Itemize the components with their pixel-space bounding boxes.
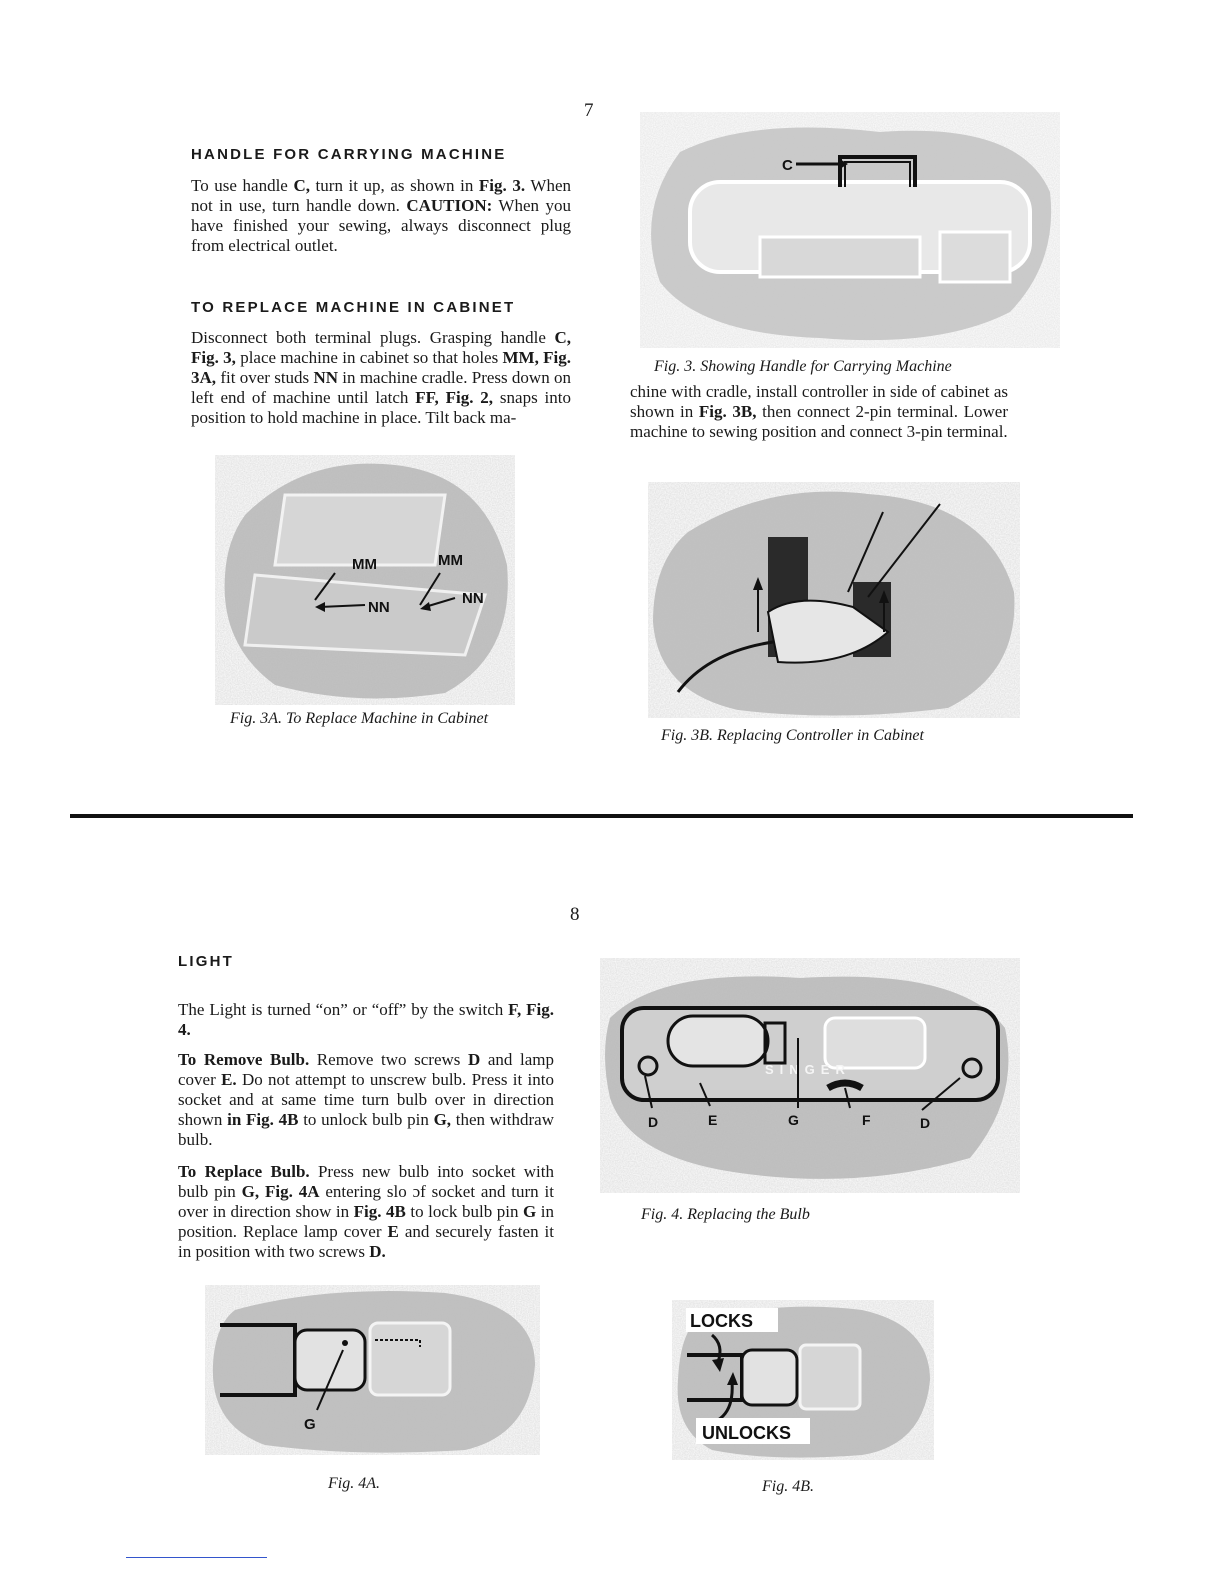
light-paragraph: The Light is turned “on” or “off” by the switch F, Fig. 4. xyxy=(178,1000,554,1039)
fig3-label-c: C xyxy=(782,157,793,174)
fig4-illustration xyxy=(600,958,1020,1193)
fig4-label-f: F xyxy=(862,1112,871,1128)
footer-link-underline xyxy=(126,1557,267,1558)
page-number-7: 7 xyxy=(584,100,594,121)
fig4-caption: Fig. 4. Replacing the Bulb xyxy=(641,1206,810,1223)
page-number-8: 8 xyxy=(570,904,580,925)
fig3a-label-mm-left: MM xyxy=(352,556,377,573)
fig4b-label-unlocks: UNLOCKS xyxy=(702,1423,791,1443)
fig4-label-d-right: D xyxy=(920,1115,931,1131)
fig4b-label-locks: LOCKS xyxy=(690,1311,753,1331)
fig4-label-g: G xyxy=(788,1112,799,1128)
handle-heading: HANDLE FOR CARRYING MACHINE xyxy=(191,146,507,163)
fig3-caption: Fig. 3. Showing Handle for Carrying Machine xyxy=(654,358,952,375)
page-separator-rule xyxy=(70,814,1133,818)
fig4b-illustration xyxy=(672,1300,934,1460)
fig3b-illustration xyxy=(648,482,1020,718)
fig3a-label-nn-right: NN xyxy=(462,590,484,607)
light-heading: LIGHT xyxy=(178,953,234,970)
fig4-brand: SINGER xyxy=(765,1062,851,1077)
fig4a-label-g: G xyxy=(304,1416,316,1433)
fig4a-caption: Fig. 4A. xyxy=(328,1475,380,1492)
fig3a-label-mm-right: MM xyxy=(438,552,463,569)
fig4-label-e: E xyxy=(708,1112,718,1128)
fig4a-illustration xyxy=(205,1285,540,1455)
fig4-label-d-left: D xyxy=(648,1114,659,1130)
replace-bulb-paragraph: To Replace Bulb. Press new bulb into socket with bulb pin G, Fig. 4A entering slo ɔf socket and turn it over in direction show in Fig. 4B to lock bulb pin G in position. Replace lamp cover E and securely fasten it in position with two screws D. xyxy=(178,1162,554,1261)
fig3b-caption: Fig. 3B. Replacing Controller in Cabinet xyxy=(661,727,924,744)
fig3a-label-nn-left: NN xyxy=(368,599,390,616)
fig3-illustration xyxy=(640,112,1060,348)
handle-paragraph: To use handle C, turn it up, as shown in Fig. 3. When not in use, turn handle down. CAUTION: When you have finished your sewing, always disconnect plug from electrical outlet. xyxy=(191,176,571,255)
remove-bulb-paragraph: To Remove Bulb. Remove two screws D and lamp cover E. Do not attempt to unscrew bulb. Press it into socket and at same time turn bulb over in direction shown in Fig. 4B to unlock bulb pin G, then withdraw bulb. xyxy=(178,1050,554,1149)
fig4b-caption: Fig. 4B. xyxy=(762,1478,814,1495)
replace-cabinet-paragraph: Disconnect both terminal plugs. Grasping handle C, Fig. 3, place machine in cabinet so that holes MM, Fig. 3A, fit over studs NN in machine cradle. Press down on left end of machine until latch FF, Fig. 2, snaps into position to hold machine in place. Tilt back ma- xyxy=(191,328,571,427)
fig3a-illustration xyxy=(215,455,515,705)
fig3a-caption: Fig. 3A. To Replace Machine in Cabinet xyxy=(230,710,489,727)
continued-paragraph: chine with cradle, install controller in side of cabinet as shown in Fig. 3B, then connect 2-pin terminal. Lower machine to sewing position and connect 3-pin terminal. xyxy=(630,382,1008,441)
replace-cabinet-heading: TO REPLACE MACHINE IN CABINET xyxy=(191,299,516,316)
